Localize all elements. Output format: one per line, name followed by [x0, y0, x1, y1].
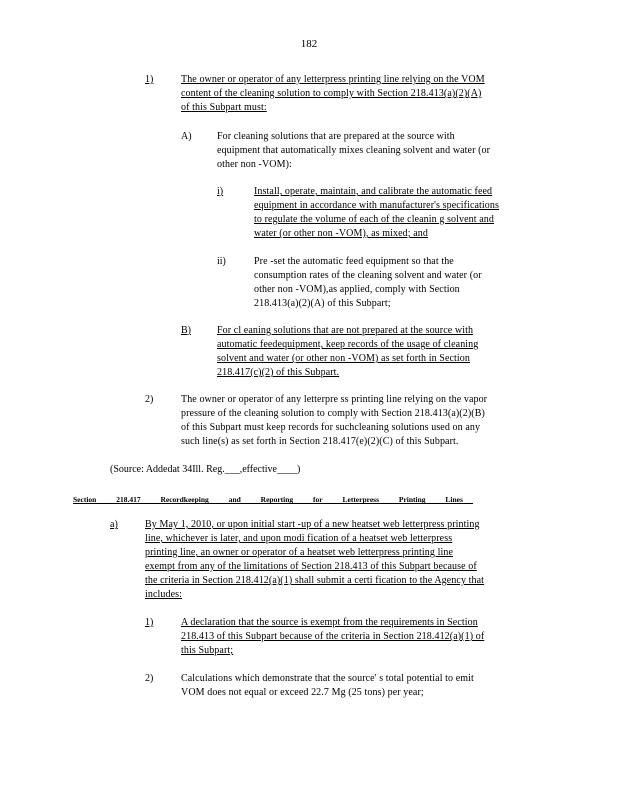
- item-1-text: [181, 73, 541, 115]
- section-heading-word: Lines: [445, 495, 463, 504]
- item-ii-line: Pre -set the automatic feed equipment so that the: [254, 256, 454, 267]
- item-B-line: 218.417(c)(2) of this Subpart.: [217, 367, 340, 378]
- item-ii-label: ii): [217, 256, 226, 267]
- item-2-line: such line(s) as set forth in Section 218.417(e)(2)(C) of this Subpart.: [181, 436, 459, 447]
- item-A-label: A): [181, 131, 192, 142]
- item-ii-line: consumption rates of the cleaning solvent and water (or: [254, 270, 482, 281]
- item-1-line: The owner or operator of any letterpress printing line relying on the VOM: [181, 74, 485, 85]
- item-a2-line: VOM does not equal or exceed 22.7 Mg (25 tons) per year;: [181, 687, 424, 698]
- item-ii-text: [254, 255, 539, 311]
- item-a1-line: 218.413 of this Subpart because of the criteria in Section 218.412(a)(1) of: [181, 631, 485, 642]
- section-heading-rule: [73, 503, 473, 504]
- section-heading-word: Printing: [398, 495, 426, 504]
- item-2-label: 2): [145, 394, 154, 405]
- item-i-label: i): [217, 186, 224, 197]
- section-heading: [73, 493, 493, 507]
- item-a2-line: Calculations which demonstrate that the source' s total potential to emit: [181, 673, 474, 684]
- item-2-text: [181, 393, 541, 449]
- item-A-line: other non -VOM):: [217, 159, 292, 170]
- item-i-text: [254, 185, 539, 241]
- section-heading-word: Reporting: [260, 495, 294, 504]
- item-A-text: [217, 130, 542, 172]
- item-a-line: includes:: [145, 589, 183, 600]
- item-ii-line: other non -VOM),as applied, comply with Section: [254, 284, 460, 295]
- section-heading-word: Section: [73, 495, 97, 504]
- item-A-line: For cleaning solutions that are prepared at the source with: [217, 131, 455, 142]
- section-heading-word: 218.417: [116, 495, 141, 504]
- source-note: (Source: Addedat 34Ill. Reg.___,effective____): [110, 464, 301, 475]
- item-B-label: B): [181, 325, 191, 336]
- section-heading-word: and: [228, 495, 241, 504]
- item-a1-line: this Subpart;: [181, 645, 234, 656]
- item-2-line: pressure of the cleaning solution to comply with Section 218.413(a)(2)(B): [181, 408, 485, 419]
- item-2-line: The owner or operator of any letterpre ss printing line relying on the vapor: [181, 394, 488, 405]
- item-1-label: 1): [145, 74, 154, 85]
- item-a-line: By May 1, 2010, or upon initial start -up of a new heatset web letterpress printing: [145, 519, 480, 530]
- section-heading-word: Recordkeeping: [160, 495, 209, 504]
- item-B-line: solvent and water (or other non -VOM) as set forth in Section: [217, 353, 470, 364]
- item-a-label: a): [110, 519, 118, 530]
- item-B-line: automatic feedequipment, keep records of the usage of cleaning: [217, 339, 479, 350]
- item-ii-line: 218.413(a)(2)(A) of this Subpart;: [254, 298, 391, 309]
- item-a-line: exempt from any of the limitations of Section 218.413 of this Subpart because of: [145, 561, 477, 572]
- item-i-line: water (or other non -VOM), as mixed; and: [254, 228, 428, 239]
- item-i-line: equipment in accordance with manufacturer's specifications: [254, 200, 500, 211]
- item-a-line: line, whichever is later, and upon modi fication of a heatset web letterpress: [145, 533, 453, 544]
- section-heading-word: for: [313, 495, 323, 504]
- item-1-line: content of the cleaning solution to comply with Section 218.413(a)(2)(A): [181, 88, 482, 99]
- item-a-line: printing line, an owner or operator of a heatset web letterpress printing line: [145, 547, 453, 558]
- item-i-line: to regulate the volume of each of the cleanin g solvent and: [254, 214, 494, 225]
- item-B-line: For cl eaning solutions that are not prepared at the source with: [217, 325, 474, 336]
- section-heading-word: Letterpress: [342, 495, 379, 504]
- item-1-line: of this Subpart must:: [181, 102, 267, 113]
- page-number: 182: [300, 38, 318, 50]
- item-a1-label: 1): [145, 617, 154, 628]
- item-a-text: [145, 518, 540, 602]
- item-A-line: equipment that automatically mixes cleaning solvent and water (or: [217, 145, 491, 156]
- item-a1-text: [181, 616, 539, 658]
- item-a-line: the criteria in Section 218.412(a)(1) shall submit a certi fication to the Agency that: [145, 575, 485, 586]
- item-a2-label: 2): [145, 673, 154, 684]
- item-a1-line: A declaration that the source is exempt from the requirements in Section: [181, 617, 478, 628]
- item-2-line: of this Subpart must keep records for suchcleaning solutions used on any: [181, 422, 481, 433]
- item-i-line: Install, operate, maintain, and calibrate the automatic feed: [254, 186, 493, 197]
- item-B-text: [217, 324, 542, 380]
- item-a2-text: [181, 672, 539, 700]
